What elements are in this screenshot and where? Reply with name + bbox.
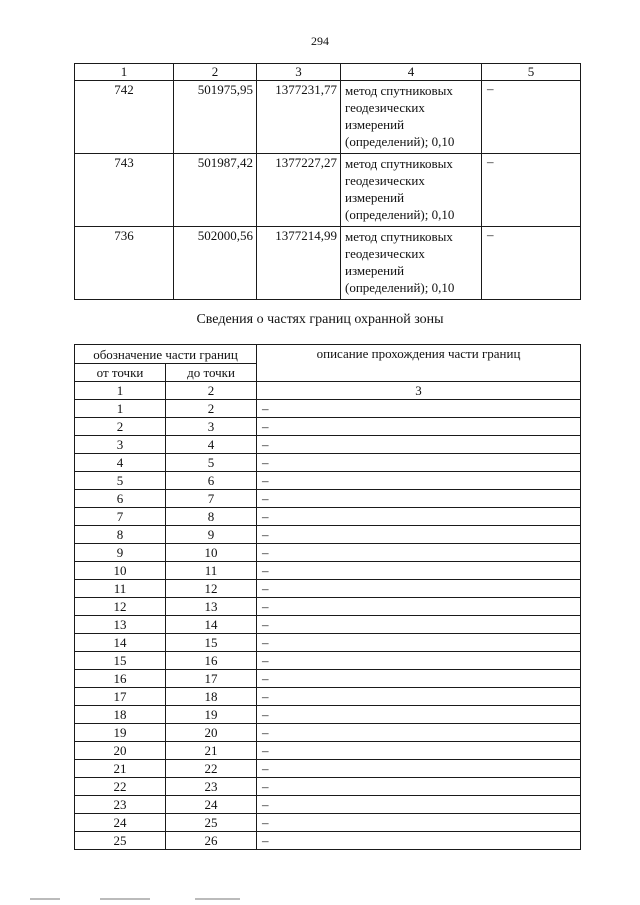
boundary-description: – [257, 580, 581, 598]
table-row [75, 508, 581, 526]
point-number: 743 [75, 154, 174, 227]
point-number: 742 [75, 81, 174, 154]
from-point: 18 [75, 706, 166, 724]
boundary-description: – [257, 814, 581, 832]
to-point: 25 [166, 814, 257, 832]
table-row [75, 598, 581, 616]
boundary-description: – [257, 652, 581, 670]
column-number-header: 2 [174, 64, 257, 81]
to-point: 17 [166, 670, 257, 688]
table-row [75, 688, 581, 706]
from-point: 15 [75, 652, 166, 670]
from-point: 24 [75, 814, 166, 832]
to-point: 21 [166, 742, 257, 760]
to-point: 20 [166, 724, 257, 742]
coordinates-table [74, 63, 581, 300]
to-point: 18 [166, 688, 257, 706]
table-row [75, 706, 581, 724]
method-line: (определений); 0,10 [345, 134, 455, 149]
table-row [75, 580, 581, 598]
coordinates-row [75, 227, 581, 300]
from-point: 2 [75, 418, 166, 436]
method-line: геодезических [345, 246, 425, 261]
to-point: 2 [166, 400, 257, 418]
column-number-header: 5 [482, 64, 581, 81]
boundary-description-header: описание прохождения части границ [257, 345, 581, 382]
from-point: 12 [75, 598, 166, 616]
boundary-description: – [257, 472, 581, 490]
table-row [75, 418, 581, 436]
from-point: 14 [75, 634, 166, 652]
coordinate-x: 501975,95 [174, 81, 257, 154]
coordinate-x: 501987,42 [174, 154, 257, 227]
table-row [75, 670, 581, 688]
boundary-description: – [257, 778, 581, 796]
to-point: 6 [166, 472, 257, 490]
method-line: (определений); 0,10 [345, 207, 455, 222]
from-point-header: от точки [75, 364, 166, 382]
boundary-description: – [257, 562, 581, 580]
from-point: 9 [75, 544, 166, 562]
boundary-description: – [257, 400, 581, 418]
table-row [75, 490, 581, 508]
boundary-description: – [257, 454, 581, 472]
point-number: 736 [75, 227, 174, 300]
column-number-header: 4 [341, 64, 482, 81]
parts-column-numbers-row [75, 382, 581, 400]
boundary-description: – [257, 598, 581, 616]
column-number-header: 1 [75, 64, 174, 81]
table-row [75, 832, 581, 850]
table-row [75, 652, 581, 670]
coordinate-x: 502000,56 [174, 227, 257, 300]
boundary-description: – [257, 760, 581, 778]
boundary-description: – [257, 418, 581, 436]
method-line: измерений [345, 117, 405, 132]
point-note: – [482, 227, 581, 300]
boundary-description: – [257, 670, 581, 688]
from-point: 25 [75, 832, 166, 850]
coordinates-row [75, 81, 581, 154]
method-line: метод спутниковых [345, 156, 453, 171]
point-note: – [482, 81, 581, 154]
from-point: 20 [75, 742, 166, 760]
table-row [75, 454, 581, 472]
method-line: измерений [345, 190, 405, 205]
table-row [75, 562, 581, 580]
to-point: 13 [166, 598, 257, 616]
to-point: 26 [166, 832, 257, 850]
boundary-description: – [257, 616, 581, 634]
to-point: 4 [166, 436, 257, 454]
method-line: метод спутниковых [345, 83, 453, 98]
section-title: Сведения о частях границ охранной зоны [196, 312, 444, 327]
to-point: 3 [166, 418, 257, 436]
boundary-description: – [257, 526, 581, 544]
to-point: 23 [166, 778, 257, 796]
table-row [75, 472, 581, 490]
point-note: – [482, 154, 581, 227]
coordinate-y: 1377231,77 [257, 81, 341, 154]
method-line: (определений); 0,10 [345, 280, 455, 295]
to-point: 14 [166, 616, 257, 634]
to-point-header: до точки [166, 364, 257, 382]
table-row [75, 400, 581, 418]
boundary-description: – [257, 742, 581, 760]
to-point: 11 [166, 562, 257, 580]
to-point: 15 [166, 634, 257, 652]
page-number: 294 [311, 34, 329, 48]
table-row [75, 544, 581, 562]
boundary-description: – [257, 544, 581, 562]
to-point: 7 [166, 490, 257, 508]
method-line: геодезических [345, 100, 425, 115]
coordinate-y: 1377227,27 [257, 154, 341, 227]
boundary-description: – [257, 796, 581, 814]
coordinates-header-row [75, 64, 581, 81]
from-point: 11 [75, 580, 166, 598]
to-point: 16 [166, 652, 257, 670]
to-point: 24 [166, 796, 257, 814]
boundary-description: – [257, 832, 581, 850]
coordinates-row [75, 154, 581, 227]
from-point: 4 [75, 454, 166, 472]
boundary-description: – [257, 436, 581, 454]
from-point: 22 [75, 778, 166, 796]
method-accuracy [341, 81, 482, 154]
from-point: 23 [75, 796, 166, 814]
table-row [75, 724, 581, 742]
to-point: 10 [166, 544, 257, 562]
table-row [75, 634, 581, 652]
to-point: 5 [166, 454, 257, 472]
column-number-header: 1 [75, 382, 166, 400]
method-accuracy [341, 154, 482, 227]
from-point: 6 [75, 490, 166, 508]
method-accuracy [341, 227, 482, 300]
from-point: 13 [75, 616, 166, 634]
from-point: 21 [75, 760, 166, 778]
table-row [75, 742, 581, 760]
table-row [75, 760, 581, 778]
to-point: 9 [166, 526, 257, 544]
to-point: 8 [166, 508, 257, 526]
boundary-parts-table [74, 344, 581, 850]
to-point: 12 [166, 580, 257, 598]
table-row [75, 814, 581, 832]
boundary-description: – [257, 508, 581, 526]
table-row [75, 436, 581, 454]
from-point: 10 [75, 562, 166, 580]
from-point: 5 [75, 472, 166, 490]
coordinate-y: 1377214,99 [257, 227, 341, 300]
column-number-header: 3 [257, 64, 341, 81]
boundary-description: – [257, 490, 581, 508]
from-point: 7 [75, 508, 166, 526]
boundary-description: – [257, 634, 581, 652]
method-line: геодезических [345, 173, 425, 188]
column-number-header: 2 [166, 382, 257, 400]
from-point: 16 [75, 670, 166, 688]
table-row [75, 616, 581, 634]
column-number-header: 3 [257, 382, 581, 400]
to-point: 22 [166, 760, 257, 778]
table-row [75, 796, 581, 814]
to-point: 19 [166, 706, 257, 724]
table-row [75, 778, 581, 796]
scan-footer-marks [30, 898, 610, 902]
table-row [75, 526, 581, 544]
from-point: 17 [75, 688, 166, 706]
from-point: 3 [75, 436, 166, 454]
boundary-description: – [257, 688, 581, 706]
boundary-description: – [257, 706, 581, 724]
boundary-description: – [257, 724, 581, 742]
boundary-designation-header: обозначение части границ [75, 345, 257, 364]
method-line: измерений [345, 263, 405, 278]
from-point: 19 [75, 724, 166, 742]
method-line: метод спутниковых [345, 229, 453, 244]
parts-header-row [75, 345, 581, 364]
from-point: 8 [75, 526, 166, 544]
from-point: 1 [75, 400, 166, 418]
